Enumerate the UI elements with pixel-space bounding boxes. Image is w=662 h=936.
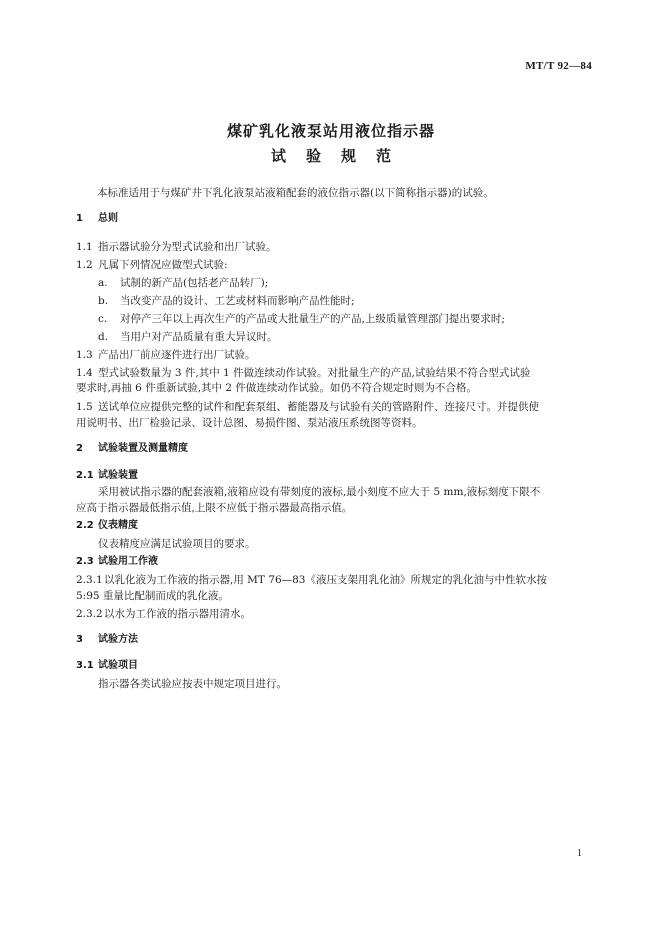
list-item-b [98,294,355,308]
clause-2-3-2 [76,607,251,621]
clause-1-4-line1 [76,366,530,380]
clause-1-5-line2: 用说明书、出厂检验记录、设计总图、易损件图、泵站液压系统图等资料。 [76,417,423,429]
list-mark: a. [98,277,108,289]
list-text: 当改变产品的设计、工艺或材料而影响产品性能时; [120,295,355,307]
clause-2-3-heading [76,555,158,569]
page-number: 1 [577,848,582,859]
clause-text: 型式试验数量为 3 件,其中 1 件做连续动作试验。对批量生产的产品,试验结果不符合型式试验 [98,367,531,379]
clause-title: 试验用工作液 [98,556,158,567]
clause-number: 2.3.2 [76,608,103,620]
list-item-a [98,276,268,290]
clause-text: 指示器试验分为型式试验和出厂试验。 [98,241,277,253]
list-text: 当用户对产品质量有重大异议时。 [120,331,278,343]
list-mark: c. [98,313,108,325]
clause-2-1-heading [76,469,138,483]
section-2-heading [76,442,188,456]
section-number: 1 [76,213,83,224]
list-item-c [98,312,505,326]
clause-number: 3.1 [76,660,94,671]
clause-text: 产品出厂前应逐件进行出厂试验。 [98,349,256,361]
clause-number: 2.2 [76,520,94,531]
list-mark: b. [98,295,109,307]
clause-number: 2.3.1 [76,574,103,586]
section-number: 3 [76,634,83,645]
clause-text: 以乳化液为工作液的指示器,用 MT 76—83《液压支架用乳化油》所规定的乳化油与中性软水按 [104,574,547,586]
clause-number: 1.5 [76,401,93,413]
intro-paragraph: 本标准适用于与煤矿井下乳化液泵站液箱配套的液位指示器(以下简称指示器)的试验。 [97,187,494,199]
list-text: 对停产三年以上再次生产的产品或大批量生产的产品,上级质量管理部门提出要求时; [120,313,505,325]
clause-number: 1.2 [76,259,93,271]
section-1-heading [76,212,118,226]
clause-text: 凡属下列情况应做型式试验: [98,259,228,271]
document-title: 煤矿乳化液泵站用液位指示器 [226,122,435,140]
clause-title: 试验装置 [98,470,138,481]
clause-1-5-line1 [76,400,539,414]
standard-code: MT/T 92—84 [525,60,592,72]
section-title: 试验装置及测量精度 [98,443,188,454]
document-subtitle: 试验规范 [270,147,411,165]
clause-title: 试验项目 [98,660,138,671]
section-3-heading [76,633,138,647]
clause-1-2 [76,258,228,272]
section-number: 2 [76,443,83,454]
clause-number: 2.1 [76,470,94,481]
section-title: 试验方法 [98,634,138,645]
list-mark: d. [98,331,109,343]
clause-3-1-heading [76,659,138,673]
clause-1-3 [76,348,256,362]
list-item-d [98,330,278,344]
clause-3-1-text: 指示器各类试验应按表中规定项目进行。 [98,678,287,690]
clause-text: 以水为工作液的指示器用清水。 [104,608,251,620]
clause-number: 1.1 [76,241,93,253]
clause-2-2-text: 仪表精度应满足试验项目的要求。 [98,538,256,550]
clause-2-1-line2: 应高于指示器最低指示值,上限不应低于指示器最高指示值。 [76,502,353,514]
clause-2-3-1-line2: 5:95 重量比配制而成的乳化液。 [76,590,229,602]
section-title: 总则 [98,213,118,224]
clause-2-3-1-line1 [76,573,547,587]
clause-title: 仪表精度 [98,520,138,531]
clause-number: 2.3 [76,556,94,567]
clause-number: 1.4 [76,367,93,379]
clause-2-1-line1: 采用被试指示器的配套液箱,液箱应设有带刻度的液标,最小刻度不应大于 5 mm,液标刻度下限不 [98,486,541,498]
clause-number: 1.3 [76,349,93,361]
clause-1-4-line2: 要求时,再抽 6 件重新试验,其中 2 件做连续动作试验。如仍不符合规定时则为不合格。 [76,382,477,394]
clause-text: 送试单位应提供完整的试件和配套泵组、蓄能器及与试验有关的管路附件、连接尺寸。并提供使 [98,401,539,413]
clause-1-1 [76,240,277,254]
clause-2-2-heading [76,519,138,533]
list-text: 试制的新产品(包括老产品转厂); [120,277,269,289]
